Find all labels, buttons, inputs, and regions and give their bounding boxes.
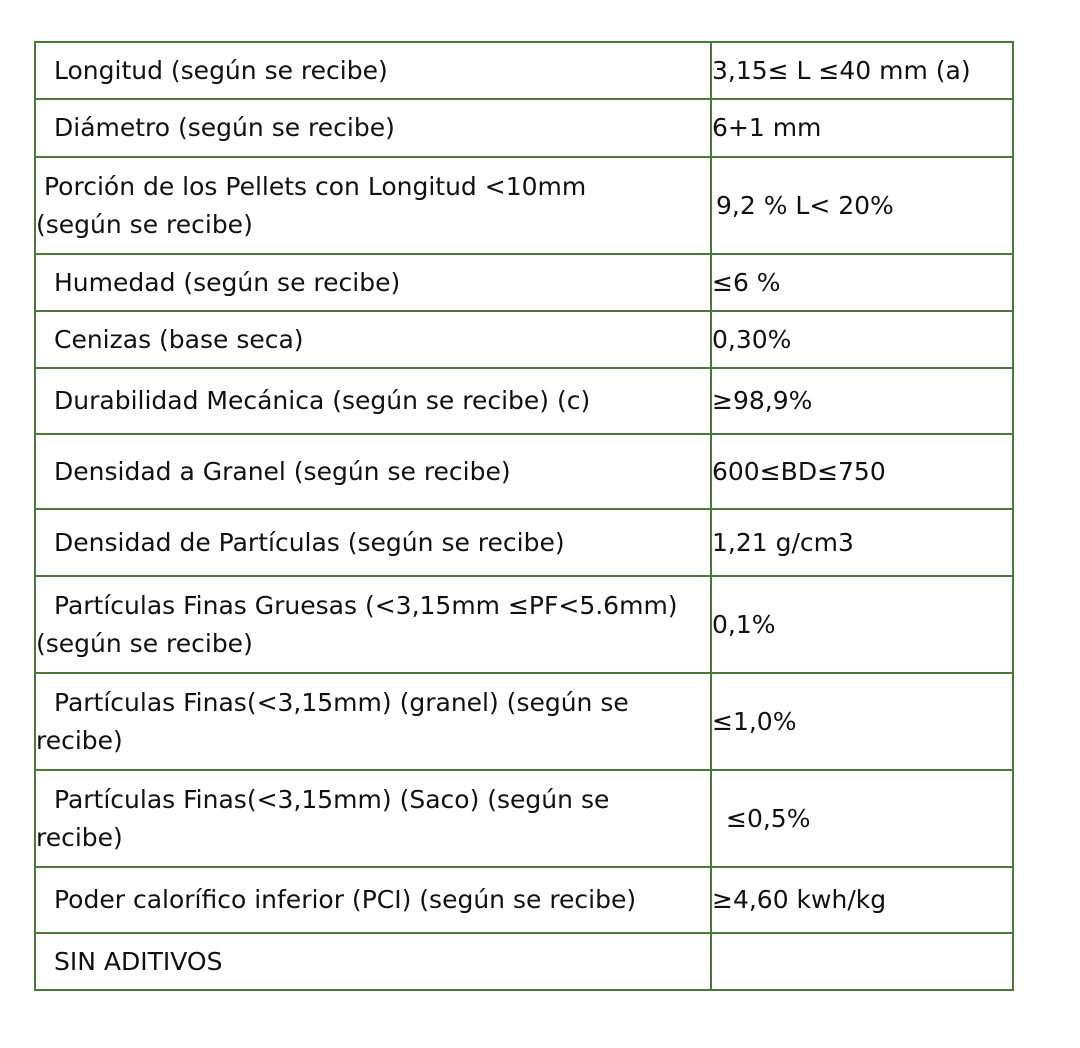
value-cell bbox=[711, 933, 1013, 990]
property-label: Densidad a Granel (según se recibe) bbox=[54, 456, 511, 486]
table-row bbox=[35, 42, 1013, 99]
property-label-line: Porción de los Pellets con Longitud <10mm bbox=[44, 171, 587, 201]
table-row bbox=[35, 254, 1013, 311]
property-label-line: recibe) bbox=[36, 822, 123, 852]
property-label-line: Partículas Finas Gruesas (<3,15mm ≤PF<5.6mm) bbox=[54, 590, 678, 620]
property-label: Poder calorífico inferior (PCI) (según se recibe) bbox=[54, 885, 637, 914]
table-row bbox=[35, 368, 1013, 434]
property-cell bbox=[35, 867, 711, 933]
value-cell: ≥98,9% bbox=[711, 368, 1013, 434]
table-row bbox=[35, 933, 1013, 990]
property-label: Longitud (según se recibe) bbox=[54, 55, 388, 85]
property-label: Cenizas (base seca) bbox=[54, 324, 304, 354]
property-label: Densidad de Partículas (según se recibe) bbox=[54, 527, 565, 557]
property-label-line: Partículas Finas(<3,15mm) (granel) (según se bbox=[54, 687, 629, 717]
property-label-line: recibe) bbox=[36, 725, 123, 755]
property-cell bbox=[35, 509, 711, 576]
value-cell: 600≤BD≤750 bbox=[711, 434, 1013, 509]
property-label: Humedad (según se recibe) bbox=[54, 267, 401, 297]
table-row bbox=[35, 311, 1013, 368]
value-cell: ≥4,60 kwh/kg bbox=[711, 867, 1013, 933]
property-cell bbox=[35, 254, 711, 311]
property-cell bbox=[35, 99, 711, 157]
property-label: Diámetro (según se recibe) bbox=[54, 113, 395, 142]
property-cell bbox=[35, 434, 711, 509]
property-cell bbox=[35, 673, 711, 770]
value-cell: 6+1 mm bbox=[711, 99, 1013, 157]
property-label-line: (según se recibe) bbox=[36, 628, 253, 658]
property-label-line: Partículas Finas(<3,15mm) (Saco) (según se bbox=[54, 784, 610, 814]
table-row bbox=[35, 509, 1013, 576]
value-cell: 3,15≤ L ≤40 mm (a) bbox=[711, 42, 1013, 99]
table-row bbox=[35, 673, 1013, 770]
table-row bbox=[35, 867, 1013, 933]
table-row bbox=[35, 770, 1013, 867]
value-cell: ≤6 % bbox=[711, 254, 1013, 311]
value-cell: ≤1,0% bbox=[711, 673, 1013, 770]
property-cell bbox=[35, 311, 711, 368]
property-label-line: (según se recibe) bbox=[36, 209, 253, 239]
property-cell bbox=[35, 42, 711, 99]
property-label: Durabilidad Mecánica (según se recibe) (c) bbox=[54, 386, 591, 415]
table-row bbox=[35, 576, 1013, 673]
value-cell: 0,1% bbox=[711, 576, 1013, 673]
pellet-spec-table bbox=[34, 41, 1014, 991]
table-row bbox=[35, 157, 1013, 254]
table-row bbox=[35, 99, 1013, 157]
value-cell: 9,2 % L< 20% bbox=[711, 157, 1013, 254]
value-cell: 0,30% bbox=[711, 311, 1013, 368]
table-row bbox=[35, 434, 1013, 509]
property-cell bbox=[35, 368, 711, 434]
value-cell: ≤0,5% bbox=[711, 770, 1013, 867]
property-label: SIN ADITIVOS bbox=[54, 946, 223, 976]
property-cell bbox=[35, 576, 711, 673]
value-cell: 1,21 g/cm3 bbox=[711, 509, 1013, 576]
property-cell bbox=[35, 770, 711, 867]
property-cell bbox=[35, 157, 711, 254]
property-cell bbox=[35, 933, 711, 990]
